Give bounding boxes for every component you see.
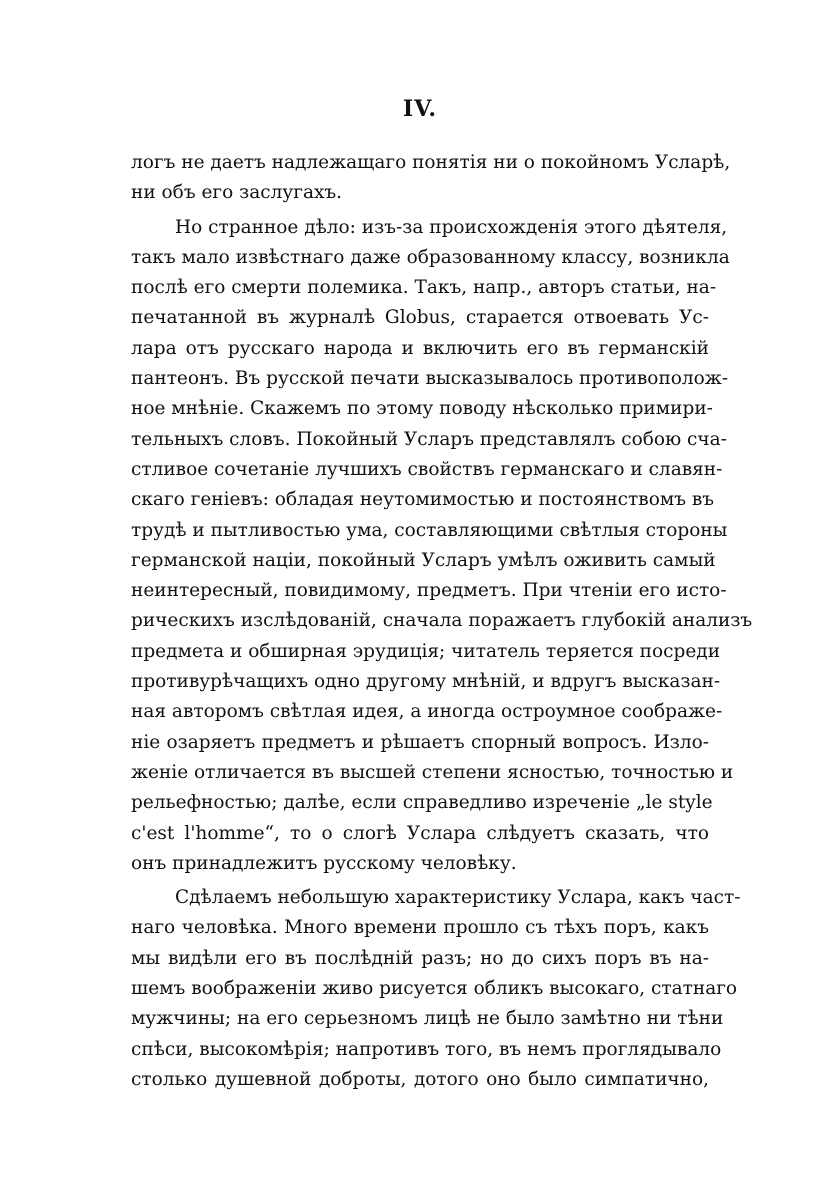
- text-line: стливое сочетаніе лучшихъ свойствъ германскаго и славян-: [131, 458, 723, 480]
- text-line: германской націи, покойный Усларъ умѣлъ оживить самый: [131, 549, 716, 571]
- text-line: противурѣчащихъ одно другому мнѣній, и вдругъ высказан-: [131, 671, 721, 693]
- text-line: столько душевной доброты, дотого оно было симпатично,: [131, 1068, 709, 1090]
- text-line: шемъ воображеніи живо рисуется обликъ высокаго, статнаго: [131, 978, 738, 1000]
- text-line: лара отъ русскаго народа и включить его въ германскій: [131, 337, 709, 359]
- text-line: женіе отличается въ высшей степени ясностью, точностью и: [131, 761, 734, 783]
- text-line: неинтересный, повидимому, предметъ. При чтеніи его исто-: [131, 580, 727, 602]
- text-line: послѣ его смерти полемика. Такъ, напр., авторъ статьи, на-: [131, 277, 717, 299]
- text-line: логъ не даетъ надлежащаго понятія ни о покойномъ Усларѣ,: [131, 152, 731, 173]
- text-line: пантеонъ. Въ русской печати высказывалось противополож-: [131, 368, 729, 390]
- text-line: Но странное дѣло: изъ-за происхожденія этого дѣятеля,: [175, 216, 728, 238]
- body-text: [131, 148, 753, 1095]
- text-line: печатанной въ журналѣ Globus, старается отвоевать Ус-: [131, 307, 709, 329]
- text-line: Сдѣлаемъ небольшую характеристику Услара, какъ част-: [175, 887, 741, 909]
- text-line: ни объ его заслугахъ.: [131, 182, 343, 204]
- text-line: тельныхъ словъ. Покойный Усларъ представлялъ собою сча-: [131, 428, 727, 450]
- text-line: спѣси, высокомѣрія; напротивъ того, въ немъ проглядывало: [131, 1038, 722, 1060]
- text-line: рельефностью; далѣе, если справедливо изреченіе „le style: [131, 792, 713, 814]
- text-line: трудѣ и пытливостью ума, составляющими свѣтлыя стороны: [131, 519, 728, 541]
- text-line: рическихъ изслѣдованій, сначала поражаетъ глубокій анализъ: [131, 610, 753, 632]
- text-line: ное мнѣніе. Скажемъ по этому поводу нѣсколько примири-: [131, 398, 713, 420]
- text-line: ніе озаряетъ предметъ и рѣшаетъ спорный вопросъ. Изло-: [131, 731, 709, 753]
- text-line: скаго геніевъ: обладая неутомимостью и постоянствомъ въ: [131, 489, 715, 511]
- text-line: такъ мало извѣстнаго даже образованному классу, возникла: [131, 246, 730, 268]
- text-line: c'est l'homme“, то о слогѣ Услара слѣдуетъ сказать, что: [131, 822, 709, 844]
- page-number: IV.: [402, 96, 438, 122]
- text-line: онъ принадлежитъ русскому человѣку.: [131, 852, 517, 874]
- text-line: предмета и обширная эрудиція; читатель теряется посреди: [131, 640, 721, 662]
- text-line: наго человѣка. Много времени прошло съ тѣхъ поръ, какъ: [131, 917, 709, 939]
- text-line: мы видѣли его въ послѣдній разъ; но до сихъ поръ въ на-: [131, 947, 709, 969]
- text-line: ная авторомъ свѣтлая идея, а иногда остроумное соображе-: [131, 701, 723, 723]
- text-line: мужчины; на его серьезномъ лицѣ не было замѣтно ни тѣни: [131, 1008, 724, 1030]
